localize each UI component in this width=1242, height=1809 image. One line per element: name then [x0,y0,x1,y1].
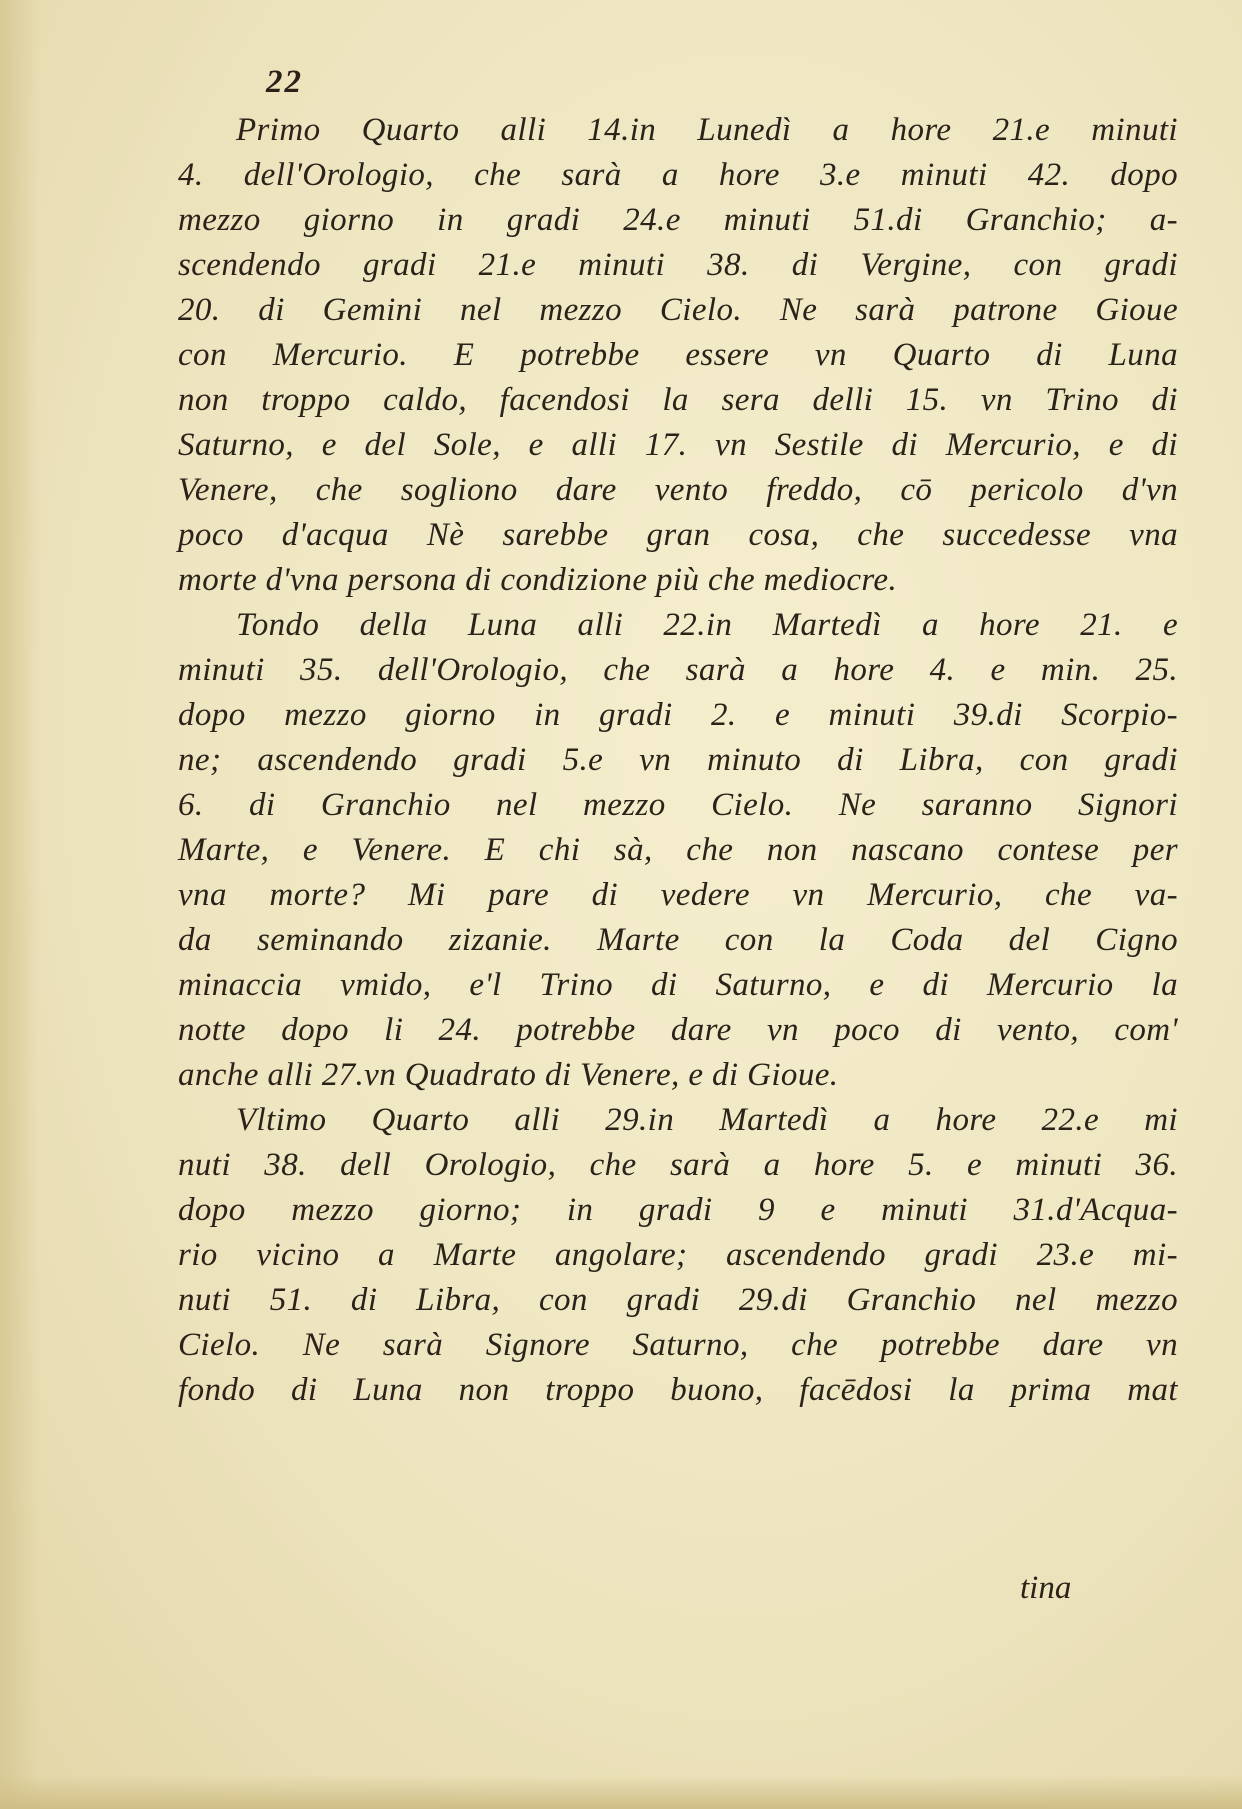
text-line: anche alli 27.vn Quadrato di Venere, e di Gioue. [178,1057,839,1093]
text-line: Marte, e Venere. E chi sà, che non nascano contese per [178,832,1178,868]
text-line: notte dopo li 24. potrebbe dare vn poco di vento, com' [178,1012,1178,1048]
text-line: ne; ascendendo gradi 5.e vn minuto di Libra, con gradi [178,742,1178,778]
text-line: rio vicino a Marte angolare; ascendendo gradi 23.e mi- [178,1237,1178,1273]
catchword: tina [1020,1570,1072,1606]
text-line: Tondo della Luna alli 22.in Martedì a hore 21. e [236,607,1178,643]
text-line: fondo di Luna non troppo buono, facēdosi la prima mat [178,1372,1178,1408]
text-line: con Mercurio. E potrebbe essere vn Quarto di Luna [178,337,1178,373]
text-line: scendendo gradi 21.e minuti 38. di Vergine, con gradi [178,247,1178,283]
text-line: vna morte? Mi pare di vedere vn Mercurio, che va- [178,877,1178,913]
text-line: nuti 51. di Libra, con gradi 29.di Granchio nel mezzo [178,1282,1178,1318]
text-line: Primo Quarto alli 14.in Lunedì a hore 21.e minuti [236,112,1178,148]
text-line: dopo mezzo giorno in gradi 2. e minuti 39.di Scorpio- [178,697,1178,733]
text-line: Saturno, e del Sole, e alli 17. vn Sestile di Mercurio, e di [178,427,1178,463]
text-line: Cielo. Ne sarà Signore Saturno, che potrebbe dare vn [178,1327,1178,1363]
text-line: minaccia vmido, e'l Trino di Saturno, e di Mercurio la [178,967,1178,1003]
body-text [178,108,1178,1413]
page-number: 22 [266,64,303,100]
text-line: Vltimo Quarto alli 29.in Martedì a hore 22.e mi [236,1102,1178,1138]
text-line: poco d'acqua Nè sarebbe gran cosa, che succedesse vna [178,517,1178,553]
text-line: dopo mezzo giorno; in gradi 9 e minuti 31.d'Acqua- [178,1192,1178,1228]
text-line: nuti 38. dell Orologio, che sarà a hore 5. e minuti 36. [178,1147,1178,1183]
text-line: mezzo giorno in gradi 24.e minuti 51.di Granchio; a- [178,202,1178,238]
text-line: non troppo caldo, facendosi la sera delli 15. vn Trino di [178,382,1178,418]
text-line: morte d'vna persona di condizione più che mediocre. [178,562,898,598]
text-line: minuti 35. dell'Orologio, che sarà a hore 4. e min. 25. [178,652,1178,688]
text-line: 20. di Gemini nel mezzo Cielo. Ne sarà patrone Gioue [178,292,1178,328]
text-line: Venere, che sogliono dare vento freddo, cō pericolo d'vn [178,472,1178,508]
text-line: da seminando zizanie. Marte con la Coda del Cigno [178,922,1178,958]
text-line: 4. dell'Orologio, che sarà a hore 3.e minuti 42. dopo [178,157,1178,193]
text-line: 6. di Granchio nel mezzo Cielo. Ne saranno Signori [178,787,1178,823]
